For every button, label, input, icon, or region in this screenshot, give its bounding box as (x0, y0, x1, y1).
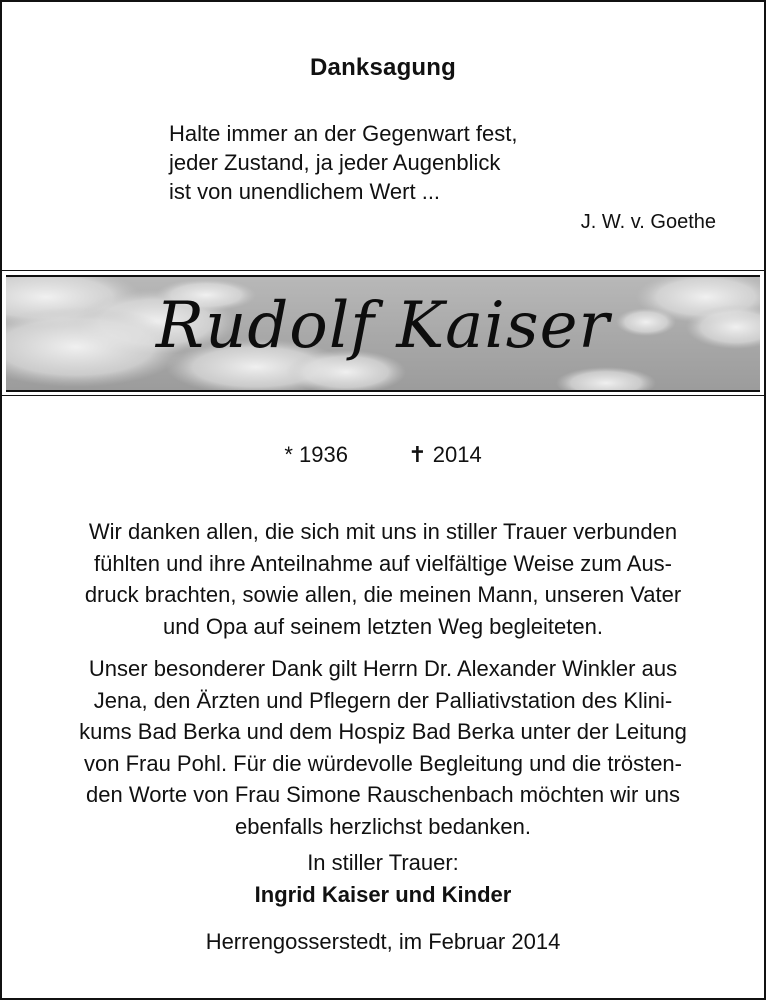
mourning-line: In stiller Trauer: (307, 850, 459, 875)
paragraph-line: Unser besonderer Dank gilt Herrn Dr. Alexander Winkler aus (88, 656, 678, 681)
paragraph-line: Jena, den Ärzten und Pflegern der Palliativstation des Klini- (93, 687, 673, 713)
life-dates (2, 442, 764, 468)
paragraph-line: druck brachten, sowie allen, die meinen Mann, unseren Vater (84, 582, 682, 607)
quote-line: ist von unendlichem Wert ... (169, 179, 441, 204)
divider-top (2, 270, 764, 271)
place-and-date: Herrengosserstedt, im Februar 2014 (205, 929, 561, 954)
deceased-name: Rudolf Kaiser (155, 289, 611, 363)
paragraph-line: Wir danken allen, die sich mit uns in stiller Trauer verbunden (88, 519, 678, 544)
paragraph-line: und Opa auf seinem letzten Weg begleiteten. (163, 613, 603, 639)
paragraph-line: kums Bad Berka und dem Hospiz Bad Berka unter der Leitung (79, 719, 687, 744)
paragraph-line: ebenfalls herzlichst bedanken. (235, 813, 531, 839)
goethe-quote (169, 119, 517, 206)
notice-heading: Danksagung (309, 54, 457, 81)
paragraph-line: fühlten und ihre Anteilnahme auf vielfältige Weise zum Aus- (93, 550, 673, 576)
quote-line: Halte immer an der Gegenwart fest, (169, 121, 518, 146)
paragraph-line: den Worte von Frau Simone Rauschenbach möchten wir uns (86, 782, 680, 807)
quote-author: J. W. v. Goethe (580, 211, 716, 233)
birth-year: * 1936 (284, 442, 348, 467)
death-year: ✝ 2014 (408, 442, 482, 467)
divider-bottom (2, 395, 764, 396)
name-banner (6, 275, 760, 392)
paragraph-line: von Frau Pohl. Für die würdevolle Begleitung und die trösten- (83, 750, 682, 776)
special-thanks-paragraph (42, 653, 724, 842)
family-signature: Ingrid Kaiser und Kinder (254, 882, 512, 907)
quote-line: jeder Zustand, ja jeder Augenblick (169, 150, 501, 175)
thanks-paragraph (42, 516, 724, 642)
